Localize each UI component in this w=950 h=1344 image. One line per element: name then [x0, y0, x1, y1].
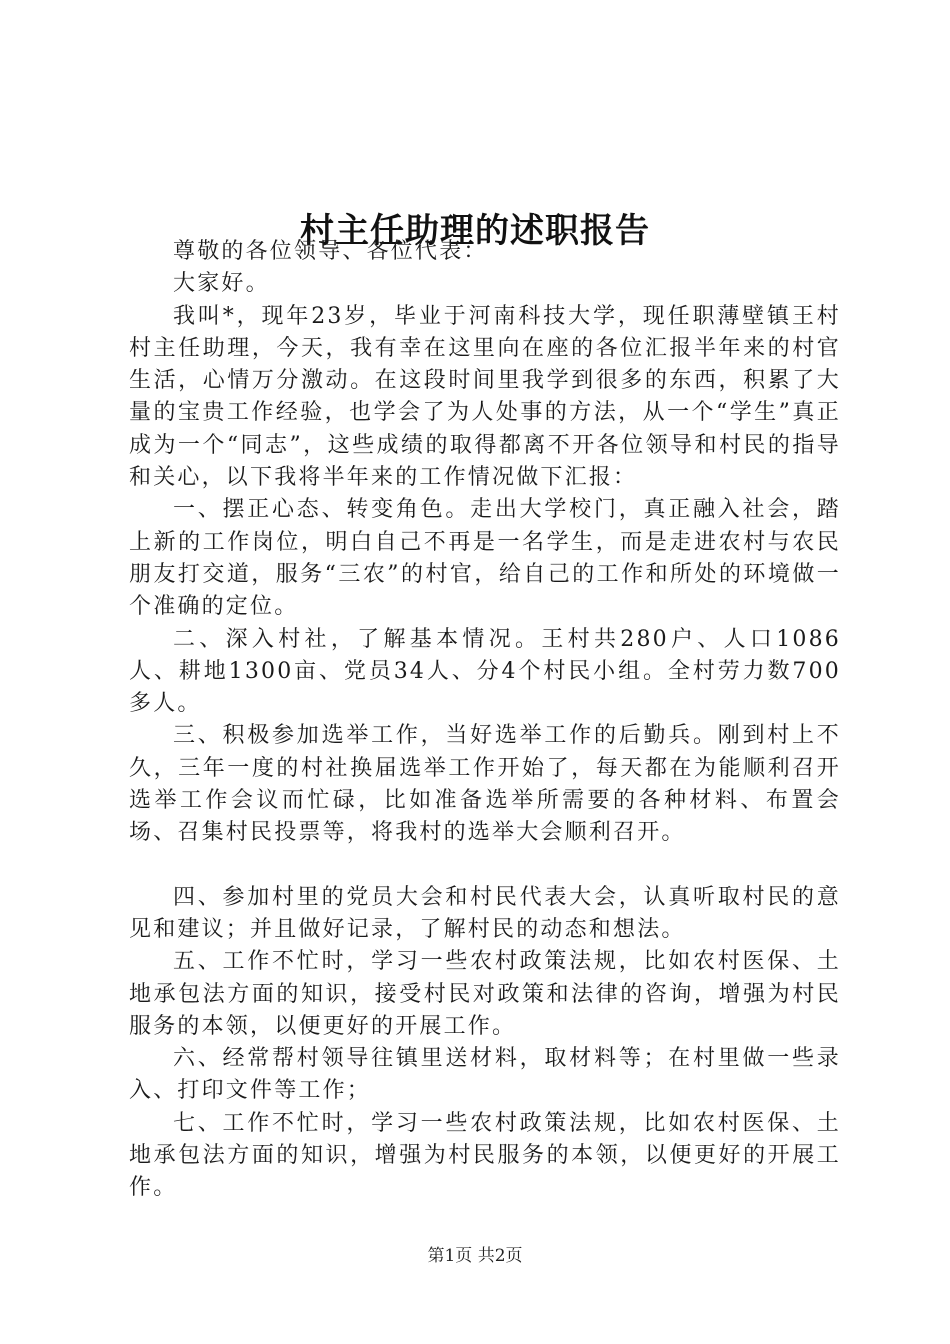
paragraph-item-6: 六、经常帮村领导往镇里送材料，取材料等；在村里做一些录入、打印文件等工作；: [129, 1046, 841, 1104]
document-title: 村主任助理的述职报告: [300, 210, 650, 251]
paragraph-item-7: 七、工作不忙时，学习一些农村政策法规，比如农村医保、土地承包法方面的知识，增强为村民服务的本领，以便更好的开展工作。: [129, 1110, 841, 1201]
greeting: 大家好。: [173, 271, 270, 297]
document-body: [129, 236, 841, 1205]
paragraph-intro: 我叫*，现年23岁，毕业于河南科技大学，现任职薄壁镇王村村主任助理，今天，我有幸在这里向在座的各位汇报半年来的村官生活，心情万分激动。在这段时间里我学到很多的东西，积累了大量的宝贵工作经验，也学会了为人处事的方法，从一个“学生”真正成为一个“同志”，这些成绩的取得都离不开各位领导和村民的指导和关心，以下我将半年来的工作情况做下汇报：: [129, 303, 841, 491]
salutation: 尊敬的各位领导、各位代表：: [173, 239, 488, 264]
paragraph-item-5: 五、工作不忙时，学习一些农村政策法规，比如农村医保、土地承包法方面的知识，接受村民对政策和法律的咨询，增强为村民服务的本领，以便更好的开展工作。: [129, 949, 841, 1039]
paragraph-item-2: 二、深入村社，了解基本情况。王村共280户、人口1086人、耕地1300亩、党员34人、分4个村民小组。全村劳力数700多人。: [129, 626, 841, 717]
paragraph-item-3: 三、积极参加选举工作，当好选举工作的后勤兵。刚到村上不久，三年一度的村社换届选举工作开始了，每天都在为能顺利召开选举工作会议而忙碌，比如准备选举所需要的各种材料、布置会场、召集村民投票等，将我村的选举大会顺利召开。: [129, 723, 841, 846]
page-footer: 第1页 共2页: [427, 1246, 523, 1266]
paragraph-item-4: 四、参加村里的党员大会和村民代表大会，认真听取村民的意见和建议；并且做好记录，了解村民的动态和想法。: [129, 884, 841, 942]
paragraph-item-1: 一、摆正心态、转变角色。走出大学校门，真正融入社会，踏上新的工作岗位，明白自己不再是一名学生，而是走进农村与农民朋友打交道，服务“三农”的村官，给自己的工作和所处的环境做一个准确的定位。: [129, 497, 841, 620]
